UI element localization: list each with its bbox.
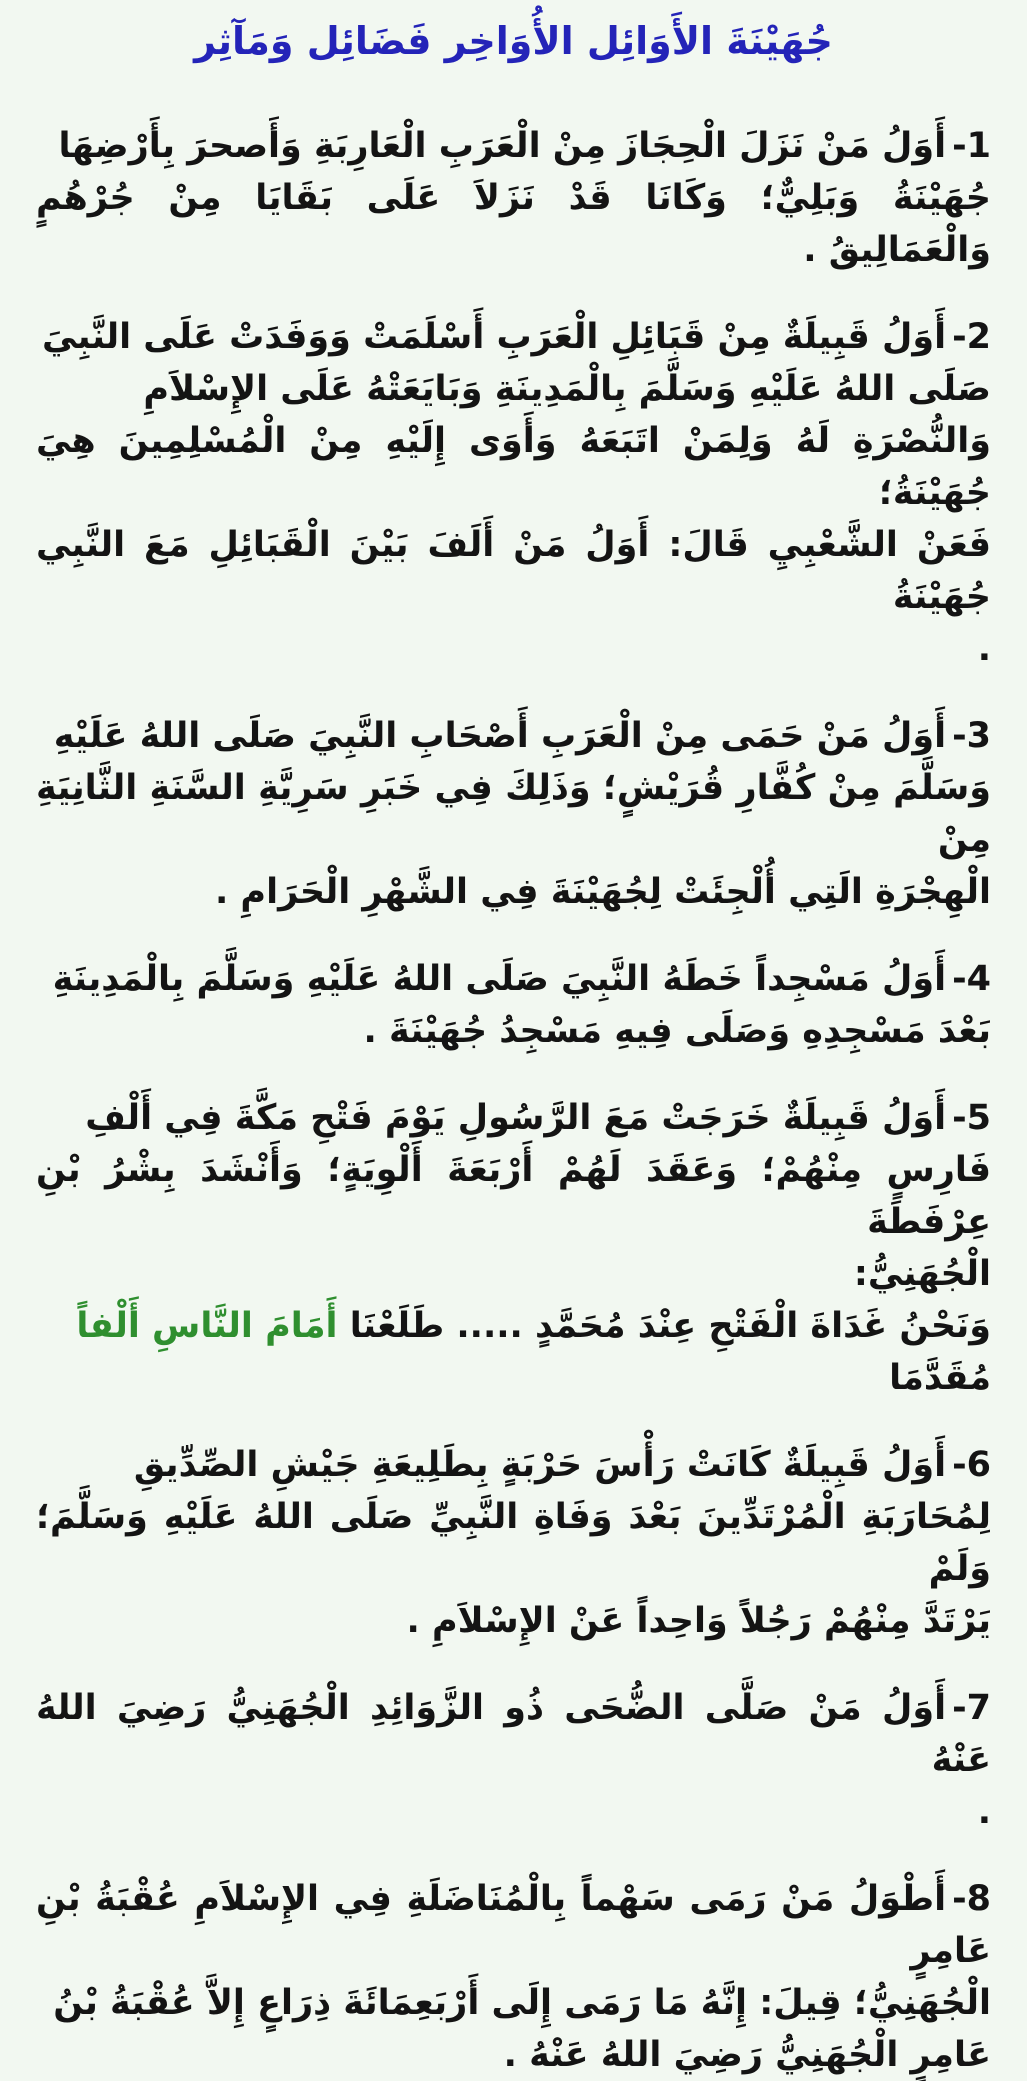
item-number: 6- xyxy=(952,1445,991,1485)
item-line: فَارِسٍ مِنْهُمْ؛ وَعَقَدَ لَهُمْ أَرْبَعَةَ أَلْوِيَةٍ؛ وَأَنْشَدَ بِشْرُ بْنِ عِرْفَطَةَ xyxy=(36,1150,991,1242)
page-title: جُهَيْنَةَ الأَوَائِل الأُوَاخِر فَضَائِل وَمَآثِر xyxy=(194,19,833,63)
item-line: الْهِجْرَةِ الَتِي أُلْجِئَتْ لِجُهَيْنَةَ فِي الشَّهْرِ الْحَرَامِ . xyxy=(214,872,991,912)
verse-line xyxy=(36,1300,991,1352)
item-line: صَلَى اللهُ عَلَيْهِ وَسَلَّمَ بِالْمَدِينَةِ وَبَايَعَتْهُ عَلَى الإِسْلاَمِ xyxy=(143,369,991,409)
item-number: 3- xyxy=(952,716,991,756)
item-line: 8-أَطْوَلُ مَنْ رَمَى سَهْماً بِالْمُنَاضَلَةِ فِي الإِسْلاَمِ عُقْبَةُ بْنِ عَامِرٍ xyxy=(36,1879,991,1971)
list-item xyxy=(36,1873,991,2081)
list-item xyxy=(36,710,991,918)
item-line: الْجُهَنِيُّ؛ قِيلَ: إِنَّهُ مَا رَمَى إِلَى أَرْبَعِمَائَةَ ذِرَاعٍ إِلاَّ عُقْبَةُ بْنُ xyxy=(53,1983,991,2023)
item-line: 5-أَوَلُ قَبِيلَةٌ خَرَجَتْ مَعَ الرَّسُولِ يَوْمَ فَتْحِ مَكَّةَ فِي أَلْفِ xyxy=(85,1098,991,1138)
list-item xyxy=(36,953,991,1057)
item-line: يَرْتَدَّ مِنْهُمْ رَجُلاً وَاحِداً عَنْ الإِسْلاَمِ . xyxy=(406,1601,991,1641)
list-item xyxy=(36,1439,991,1647)
item-line: فَعَنْ الشَّعْبِيِ قَالَ: أَوَلُ مَنْ أَلَفَ بَيْنَ الْقَبَائِلِ مَعَ النَّبِي جُهَيْنَةُ xyxy=(36,525,991,617)
item-line: 2-أَوَلُ قَبِيلَةٌ مِنْ قَبَائِلِ الْعَرَبِ أَسْلَمَتْ وَوَفَدَتْ عَلَى النَّبِيَ xyxy=(42,317,991,357)
item-line: وَسَلَّمَ مِنْ كُفَّارِ قُرَيْشٍ؛ وَذَلِكَ فِي خَبَرِ سَرِيَّةِ السَّنَةِ الثَّانِيَةِ مِنْ xyxy=(36,768,991,860)
item-line: وَالنُّصْرَةِ لَهُ وَلِمَنْ اتَبَعَهُ وَأَوَى إِلَيْهِ مِنْ الْمُسْلِمِينَ هِيَ جُهَيْنَةُ؛ xyxy=(36,421,991,513)
item-line: 3-أَوَلُ مَنْ حَمَى مِنْ الْعَرَبِ أَصْحَابِ النَّبِيَ صَلَى اللهُ عَلَيْهِ xyxy=(53,716,991,756)
item-line: الْجُهَنِيُّ: xyxy=(853,1254,991,1294)
item-line: بَعْدَ مَسْجِدِهِ وَصَلَى فِيهِ مَسْجِدُ جُهَيْنَةَ . xyxy=(363,1011,991,1051)
item-line: 6-أَوَلُ قَبِيلَةٌ كَانَتْ رَأْسَ حَرْبَةٍ بِطَلِيعَةِ جَيْشِ الصِّدِّيقِ xyxy=(133,1445,991,1485)
verse-text: وَنَحْنُ غَدَاةَ الْفَتْحِ عِنْدَ مُحَمَّدٍ ..... طَلَعْنَا xyxy=(349,1306,991,1346)
list-item xyxy=(36,1092,991,1404)
item-line: لِمُحَارَبَةِ الْمُرْتَدِّينَ بَعْدَ وَفَاةِ النَّبِيِّ صَلَى اللهُ عَلَيْهِ وَسَلَّمَ؛ وَلَمْ xyxy=(36,1497,991,1589)
item-line: جُهَيْنَةُ وَبَلِيٌّ؛ وَكَانَا قَدْ نَزَلاَ عَلَى بَقَايَا مِنْ جُرْهُمٍ وَالْعَمَالِيقُ . xyxy=(36,178,991,270)
item-line: عَامِرٍ الْجُهَنِيُّ رَضِيَ اللهُ عَنْهُ . xyxy=(503,2035,991,2075)
item-number: 7- xyxy=(952,1688,991,1728)
list-item xyxy=(36,1682,991,1838)
item-line: 1-أَوَلُ مَنْ نَزَلَ الْحِجَازَ مِنْ الْعَرَبِ الْعَارِبَةِ وَأَصحرَ بِأَرْضِهَا xyxy=(58,126,991,166)
list-item xyxy=(36,120,991,276)
verse-line-end: مُقَدَّمَا xyxy=(889,1358,991,1398)
item-line: 7-أَوَلُ مَنْ صَلَّى الضُّحَى ذُو الزَّوَائِدِ الْجُهَنِيُّ رَضِيَ اللهُ عَنْهُ xyxy=(36,1688,991,1780)
item-number: 5- xyxy=(952,1098,991,1138)
list-item xyxy=(36,311,991,675)
item-number: 2- xyxy=(952,317,991,357)
item-line: . xyxy=(977,1792,991,1832)
item-line: 4-أَوَلُ مَسْجِداً خَطَهُ النَّبِيَ صَلَى اللهُ عَلَيْهِ وَسَلَّمَ بِالْمَدِينَةِ xyxy=(52,959,991,999)
item-number: 8- xyxy=(952,1879,991,1919)
verse-highlight: أَمَامَ النَّاسِ أَلْفاً xyxy=(76,1306,338,1346)
item-line: . xyxy=(977,629,991,669)
item-number: 1- xyxy=(952,126,991,166)
item-number: 4- xyxy=(952,959,991,999)
